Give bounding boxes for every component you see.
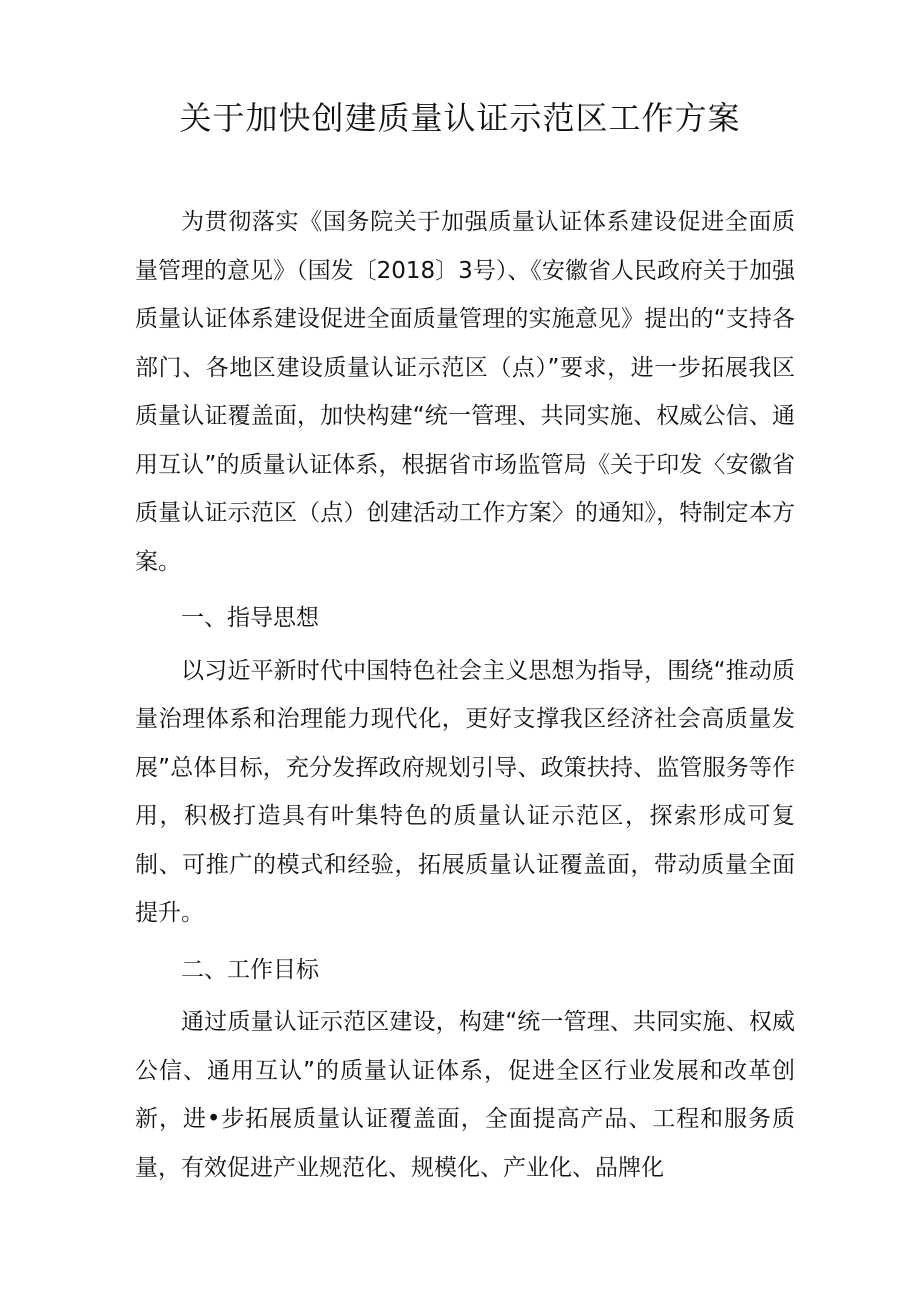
section-heading-work-goals: 二、工作目标 xyxy=(181,956,319,983)
document-body xyxy=(135,198,795,1192)
paragraph-guiding-ideology: 以习近平新时代中国特色社会主义思想为指导，围绕“推动质量治理体系和治理能力现代化，更好支撑我区经济社会高质量发展”总体目标，充分发挥政府规划引导、政策扶持、监管服务等作用，积极打造具有叶集特色的质量认证示范区，探索形成可复制、可推广的模式和经验，拓展质量认证覆盖面，带动质量全面提升。 xyxy=(135,657,795,926)
paragraph-intro: 为贯彻落实《国务院关于加强质量认证体系建设促进全面质量管理的意见》（国发〔2018〕3号）、《安徽省人民政府关于加强质量认证体系建设促进全面质量管理的实施意见》提出的“支持各部门、各地区建设质量认证示范区（点）”要求，进一步拓展我区质量认证覆盖面，加快构建“统一管理、共同实施、权威公信、通用互认”的质量认证体系，根据省市场监管局《关于印发〈安徽省质量认证示范区（点）创建活动工作方案〉的通知》，特制定本方案。 xyxy=(135,209,795,575)
document-title: 关于加快创建质量认证示范区工作方案 xyxy=(179,99,741,137)
section-heading-guiding-ideology: 一、指导思想 xyxy=(181,605,319,631)
paragraph-work-goals: 通过质量认证示范区建设，构建“统一管理、共同实施、权威公信、通用互认”的质量认证体系，促进全区行业发展和改革创新，进•步拓展质量认证覆盖面，全面提高产品、工程和服务质量，有效促进产业规范化、规模化、产业化、品牌化 xyxy=(135,1009,795,1181)
